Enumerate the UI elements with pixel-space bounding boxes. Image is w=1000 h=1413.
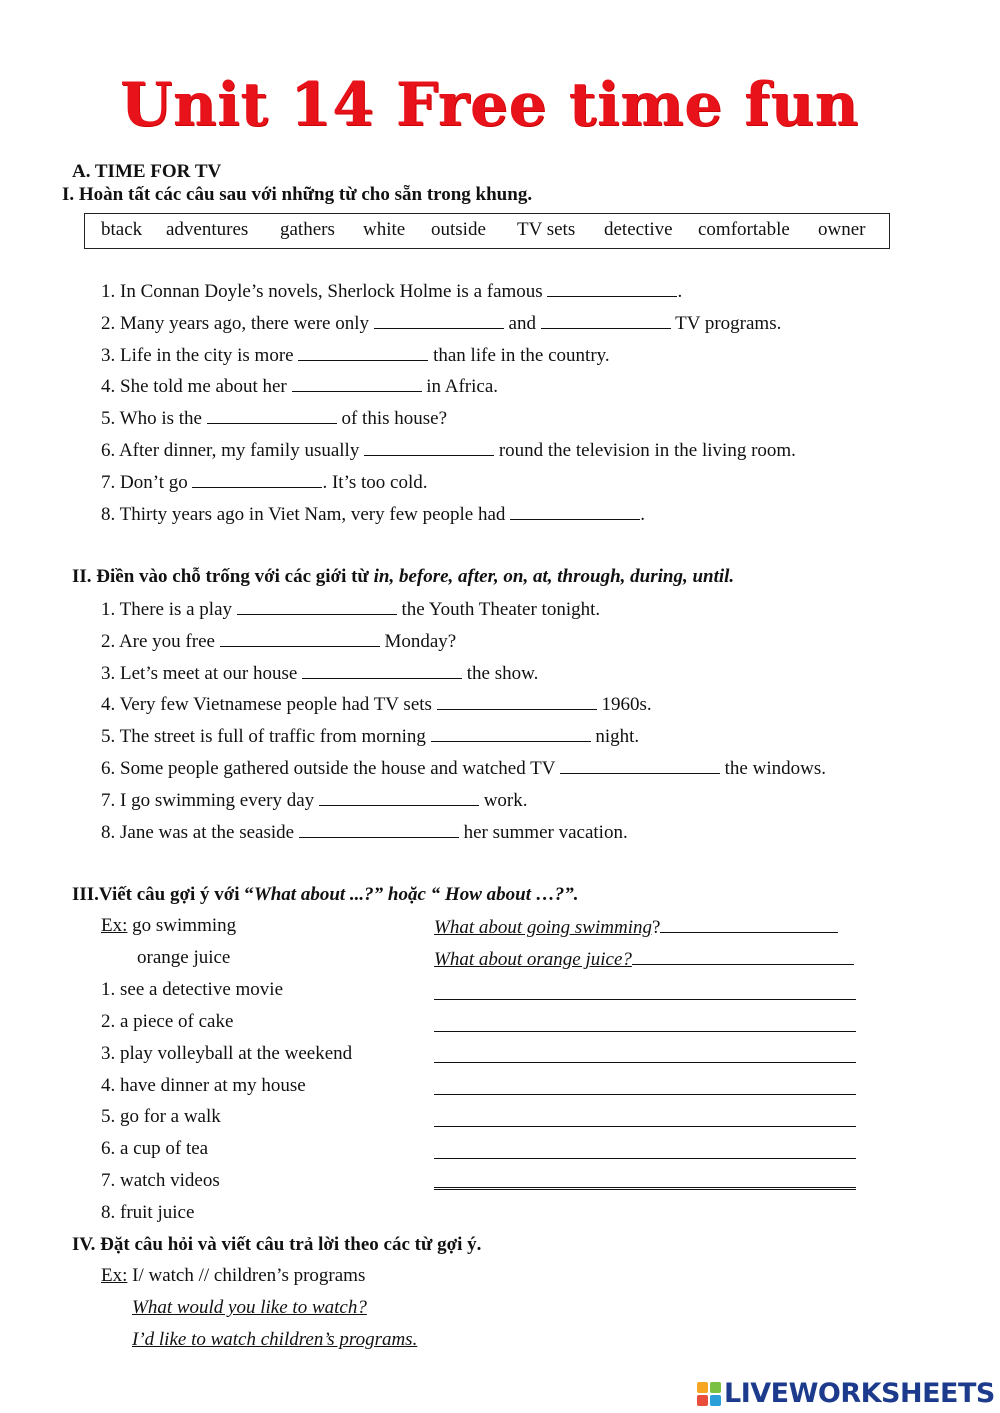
answer-blank[interactable] <box>220 628 380 647</box>
answer-blank[interactable] <box>298 342 428 361</box>
answer-blank[interactable] <box>437 691 597 710</box>
part3-example-2-answer: What about orange juice? <box>434 946 854 972</box>
answer-line[interactable] <box>434 1094 856 1095</box>
word-item: owner <box>818 219 866 240</box>
answer-line[interactable] <box>434 1062 856 1063</box>
part4-example: Ex: I/ watch // children’s programs <box>101 1265 366 1286</box>
answer-blank[interactable] <box>299 819 459 838</box>
answer-line[interactable] <box>434 999 856 1000</box>
section-a-heading: A. TIME FOR TV <box>72 161 222 182</box>
part1-item-5: 5. Who is the of this house? <box>101 405 447 431</box>
word-item: white <box>363 219 406 240</box>
part3-example-2: orange juice <box>137 947 231 968</box>
answer-blank[interactable] <box>319 787 479 806</box>
part3-item-2: 2. a piece of cake <box>101 1011 234 1032</box>
answer-line[interactable] <box>434 1187 856 1190</box>
part3-item-7: 7. watch videos <box>101 1170 220 1191</box>
part3-heading: III.Viết câu gợi ý với “What about ...?” hoặc “ How about …?”. <box>72 884 579 905</box>
part4-heading: IV. Đặt câu hỏi và viết câu trả lời theo các từ gợi ý. <box>72 1234 482 1255</box>
answer-line[interactable] <box>434 1158 856 1159</box>
part2-item-2: 2. Are you free Monday? <box>101 628 456 654</box>
part2-item-4: 4. Very few Vietnamese people had TV sets 1960s. <box>101 691 652 717</box>
part1-item-4: 4. She told me about her in Africa. <box>101 373 498 399</box>
part3-item-5: 5. go for a walk <box>101 1106 221 1127</box>
word-item: outside <box>431 219 486 240</box>
part2-item-1: 1. There is a play the Youth Theater tonight. <box>101 596 600 622</box>
part4-example-answer: I’d like to watch children’s programs. <box>132 1329 418 1350</box>
part1-item-8: 8. Thirty years ago in Viet Nam, very few people had . <box>101 501 645 527</box>
word-item: adventures <box>166 219 249 240</box>
answer-line[interactable] <box>434 1126 856 1127</box>
logo-square <box>697 1382 708 1393</box>
answer-blank[interactable] <box>364 437 494 456</box>
logo-text: LIVEWORKSHEETS <box>724 1378 995 1409</box>
part1-item-3: 3. Life in the city is more than life in the country. <box>101 342 610 368</box>
word-box <box>84 213 890 249</box>
logo-square <box>697 1395 708 1406</box>
part3-item-1: 1. see a detective movie <box>101 979 284 1000</box>
part2-item-8: 8. Jane was at the seaside her summer vacation. <box>101 819 628 845</box>
logo-square <box>710 1382 721 1393</box>
answer-blank[interactable] <box>207 405 337 424</box>
part3-item-8: 8. fruit juice <box>101 1202 195 1223</box>
part3-item-4: 4. have dinner at my house <box>101 1075 306 1096</box>
answer-blank[interactable] <box>292 373 422 392</box>
part4-example-question: What would you like to watch? <box>132 1297 367 1318</box>
part3-item-3: 3. play volleyball at the weekend <box>101 1043 353 1064</box>
part1-item-1: 1. In Connan Doyle’s novels, Sherlock Holme is a famous . <box>101 278 682 304</box>
part2-item-3: 3. Let’s meet at our house the show. <box>101 660 538 686</box>
answer-blank[interactable] <box>237 596 397 615</box>
answer-blank[interactable] <box>547 278 677 297</box>
answer-blank[interactable] <box>192 469 322 488</box>
answer-blank[interactable] <box>560 755 720 774</box>
part1-item-7: 7. Don’t go . It’s too cold. <box>101 469 428 495</box>
answer-blank[interactable] <box>510 501 640 520</box>
word-item: gathers <box>280 219 335 240</box>
word-item: btack <box>101 219 143 240</box>
logo-grid-icon <box>697 1382 721 1406</box>
part3-example-1-answer: What about going swimming? <box>434 914 838 940</box>
part2-item-5: 5. The street is full of traffic from morning night. <box>101 723 639 749</box>
answer-line[interactable] <box>434 1031 856 1032</box>
answer-blank[interactable] <box>302 660 462 679</box>
part1-item-2: 2. Many years ago, there were only and TV programs. <box>101 310 781 336</box>
part1-item-6: 6. After dinner, my family usually round the television in the living room. <box>101 437 796 463</box>
part2-item-6: 6. Some people gathered outside the house and watched TV the windows. <box>101 755 826 781</box>
answer-blank[interactable] <box>541 310 671 329</box>
part2-heading: II. Điền vào chỗ trống với các giới từ in, before, after, on, at, through, during, until. <box>72 566 735 587</box>
worksheet-title: Unit 14 Free time fun <box>120 70 859 140</box>
word-item: detective <box>604 219 673 240</box>
logo-square <box>710 1395 721 1406</box>
part2-item-7: 7. I go swimming every day work. <box>101 787 528 813</box>
part3-item-6: 6. a cup of tea <box>101 1138 209 1159</box>
word-item: TV sets <box>517 219 576 240</box>
answer-blank[interactable] <box>431 723 591 742</box>
answer-blank[interactable] <box>374 310 504 329</box>
word-item: comfortable <box>698 219 790 240</box>
part3-example-1: Ex: go swimming <box>101 915 237 936</box>
part1-heading: I. Hoàn tất các câu sau với những từ cho sẵn trong khung. <box>62 184 533 205</box>
